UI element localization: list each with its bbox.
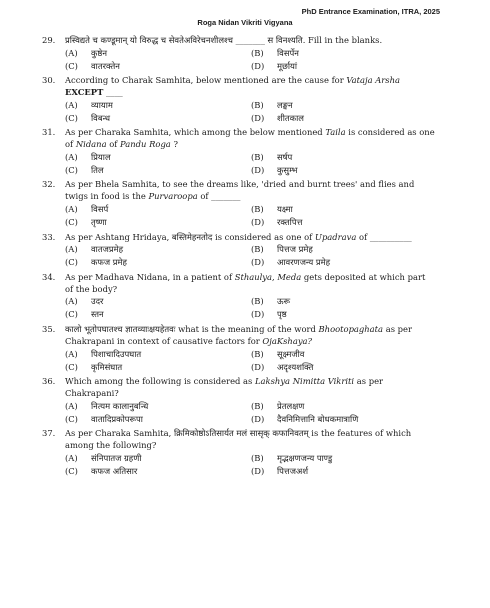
answer-option [65, 99, 251, 112]
answer-option [251, 99, 437, 112]
question-text-segment: According to Charak Samhita, below mentioned are the cause for [65, 75, 347, 86]
option-label: (A) [65, 244, 78, 255]
option-label: (B) [251, 99, 264, 110]
question-text-segment: Purvaroopa [148, 191, 198, 202]
option-label: (A) [65, 348, 78, 359]
option-label: (D) [251, 60, 265, 71]
question-text-segment: As per Charaka Samhita, क्रिमिकोष्ठोऽतिसार्यत मलं सासृक् कफानिवतम् is the features of which among the following? [65, 428, 412, 450]
question-text-segment: Sthaulya, Meda [234, 271, 302, 282]
option-text: तृष्णा [91, 217, 107, 228]
question-number: 32. [42, 179, 56, 190]
answer-option [65, 203, 251, 216]
answer-option [251, 243, 437, 256]
option-label: (C) [65, 60, 78, 71]
option-label: (D) [251, 309, 265, 320]
question-text-segment: as per Chakrapani in context of causative factors for [65, 323, 412, 346]
option-text: कुसुम्भ [277, 164, 298, 175]
option-label: (C) [65, 413, 78, 424]
answer-option [65, 256, 251, 269]
question-block [0, 324, 490, 374]
subject-title: Roga Nidan Vikriti Vigyana [197, 18, 293, 27]
question-block [0, 272, 490, 322]
option-label: (C) [65, 465, 78, 476]
option-text: पिशाचादिउपघात [91, 348, 142, 359]
question-text-segment: gets deposited at which part of the body? [65, 271, 426, 294]
question-number: 37. [42, 428, 56, 439]
options-grid [65, 348, 437, 374]
option-text: विसर्पेन [277, 47, 299, 58]
option-text: व्यायाम [91, 99, 113, 110]
answer-option [65, 465, 251, 478]
question-text-segment: Nidana [75, 139, 107, 150]
question-text [65, 376, 435, 400]
option-label: (D) [251, 112, 265, 123]
options-grid [65, 151, 437, 177]
options-grid [65, 243, 437, 269]
question-block [0, 127, 490, 177]
question-block [0, 75, 490, 125]
option-label: (A) [65, 452, 78, 463]
answer-option [251, 164, 437, 177]
option-text: वातादिप्रकोपरूपा [91, 413, 143, 424]
answer-option [65, 60, 251, 73]
exam-title: PhD Entrance Examination, ITRA, 2025 [301, 7, 440, 16]
question-text [65, 428, 435, 452]
question-block [0, 428, 490, 478]
question-text [65, 75, 435, 99]
option-label: (D) [251, 465, 265, 476]
options-grid [65, 295, 437, 321]
option-label: (B) [251, 204, 264, 215]
question-text-segment: Pandu Roga [120, 139, 171, 150]
option-label: (C) [65, 217, 78, 228]
question-number: 31. [42, 127, 56, 138]
answer-option [251, 112, 437, 125]
question-text-segment: of [106, 139, 121, 150]
question-text [65, 324, 435, 348]
option-text: कृमिसंघात [91, 361, 123, 372]
option-text: नित्यम कालानुबन्धि [91, 400, 149, 411]
option-text: उदर [91, 296, 104, 307]
option-label: (D) [251, 413, 265, 424]
answer-option [251, 151, 437, 164]
options-grid [65, 47, 437, 73]
option-label: (A) [65, 296, 78, 307]
answer-option [251, 400, 437, 413]
option-text: स्तन [91, 309, 104, 320]
options-grid [65, 400, 437, 426]
option-text: मृद्भक्षणजन्य पाण्डु [277, 452, 333, 463]
question-text-segment: As per Ashtang Hridaya, बस्तिमेहनतोद is considered as one of [65, 231, 315, 242]
option-label: (D) [251, 257, 265, 268]
question-block [0, 232, 490, 270]
option-label: (B) [251, 348, 264, 359]
options-grid [65, 203, 437, 229]
option-text: संनिपातज ग्रहणी [91, 452, 142, 463]
option-label: (D) [251, 217, 265, 228]
option-text: पृष्ठ [277, 309, 287, 320]
question-text-segment: of __________ [356, 231, 412, 242]
question-text-segment: ____ [103, 87, 123, 98]
option-text: वातरक्तेन [91, 60, 120, 71]
answer-option [251, 203, 437, 216]
option-text: मूर्छायां [277, 60, 298, 71]
option-label: (C) [65, 164, 78, 175]
question-text-segment: is considered as one of [65, 127, 435, 150]
answer-option [65, 308, 251, 321]
question-text-segment: कालो भूतोपघातश्च ज्ञातव्याःक्षयहेतवः what is the meaning of the word [65, 323, 319, 334]
question-number: 29. [42, 35, 56, 45]
question-number: 33. [42, 231, 56, 242]
answer-option [65, 452, 251, 465]
question-text [65, 232, 435, 244]
options-grid [65, 99, 437, 125]
option-text: पित्तजअर्श [277, 465, 309, 476]
answer-option [251, 348, 437, 361]
question-text-segment: As per Madhava Nidana, in a patient of [65, 271, 235, 282]
question-text-segment: ? [170, 139, 178, 150]
options-grid [65, 452, 437, 478]
option-text: प्रेतलक्षण [277, 400, 305, 411]
answer-option [65, 216, 251, 229]
answer-option [251, 452, 437, 465]
question-text-segment: Which among the following is considered as [65, 376, 255, 387]
option-text: सर्षप [277, 151, 293, 162]
option-label: (B) [251, 47, 264, 58]
answer-option [251, 308, 437, 321]
question-text-segment: OjaKshaya? [262, 335, 313, 346]
question-text-segment: Upadrava [314, 231, 357, 242]
option-label: (C) [65, 309, 78, 320]
question-text-segment: Bhootopaghata [318, 323, 384, 334]
answer-option [251, 60, 437, 73]
option-text: प्रियाल [91, 151, 111, 162]
option-label: (B) [251, 151, 264, 162]
option-text: शीतकाल [277, 112, 304, 123]
option-label: (B) [251, 244, 264, 255]
question-text-segment: Lakshya Nimitta Vikriti [255, 376, 355, 387]
option-text: रक्तपित्त [277, 217, 303, 228]
answer-option [251, 361, 437, 374]
answer-option [65, 112, 251, 125]
option-text: तिल [91, 164, 104, 175]
option-label: (A) [65, 151, 78, 162]
question-text-segment: As per Bhela Samhita, to see the dreams like, 'dried and burnt trees' and flies and twigs in food is the [65, 179, 415, 202]
option-label: (A) [65, 400, 78, 411]
answer-option [251, 413, 437, 426]
option-text: ऊरू [277, 296, 291, 307]
question-text-segment: Vataja Arsha [346, 75, 400, 86]
question-text-segment: of _______ [197, 191, 241, 202]
option-text: यक्ष्मा [277, 204, 293, 215]
option-text: विसर्प [91, 204, 109, 215]
option-text: वातजप्रमेह [91, 244, 124, 255]
option-label: (A) [65, 204, 78, 215]
option-text: कफज प्रमेह [91, 257, 127, 268]
question-list [0, 35, 490, 480]
option-text: अदृश्यशक्ति [277, 361, 314, 372]
answer-option [65, 361, 251, 374]
option-label: (D) [251, 164, 265, 175]
option-text: सूक्ष्मजीव [277, 348, 305, 359]
question-block [0, 179, 490, 229]
answer-option [65, 151, 251, 164]
option-text: विबन्ध [91, 112, 111, 123]
option-label: (C) [65, 257, 78, 268]
option-text: पित्तज प्रमेह [277, 244, 313, 255]
question-text-segment: Taila [325, 127, 346, 138]
option-label: (C) [65, 112, 78, 123]
question-number: 34. [42, 271, 56, 282]
answer-option [65, 348, 251, 361]
answer-option [65, 47, 251, 60]
option-label: (B) [251, 400, 264, 411]
question-number: 36. [42, 376, 56, 387]
question-text [65, 179, 435, 203]
answer-option [65, 243, 251, 256]
option-label: (B) [251, 452, 264, 463]
answer-option [251, 47, 437, 60]
answer-option [251, 256, 437, 269]
question-number: 30. [42, 75, 56, 86]
question-number: 35. [42, 323, 56, 334]
question-text-segment: EXCEPT [65, 87, 104, 98]
answer-option [65, 164, 251, 177]
question-block [0, 35, 490, 73]
question-text [65, 272, 435, 296]
option-text: दैवनिमित्तानि बोधकमात्राणि [277, 413, 359, 424]
question-text-segment: As per Charaka Samhita, which among the below mentioned [65, 127, 326, 138]
answer-option [251, 216, 437, 229]
question-text [65, 127, 435, 151]
option-label: (A) [65, 47, 78, 58]
option-text: कुष्ठेन [91, 47, 108, 58]
answer-option [251, 295, 437, 308]
option-label: (A) [65, 99, 78, 110]
question-text-segment: प्रस्विद्यते च कण्डूमान् यो विरुद्ध च सेवतेअविरेचनशीलश्च _______ स विनश्यति. Fill in the blanks. [65, 35, 383, 45]
option-label: (D) [251, 361, 265, 372]
question-text-segment: as per Chakrapani? [65, 376, 384, 398]
answer-option [65, 413, 251, 426]
option-label: (B) [251, 296, 264, 307]
option-text: कफज अतिसार [91, 465, 138, 476]
question-text [65, 35, 435, 47]
answer-option [65, 400, 251, 413]
option-text: आवरणजन्य प्रमेह [277, 257, 331, 268]
answer-option [251, 465, 437, 478]
question-block [0, 376, 490, 426]
option-label: (C) [65, 361, 78, 372]
option-text: लङ्घन [277, 99, 293, 110]
answer-option [65, 295, 251, 308]
